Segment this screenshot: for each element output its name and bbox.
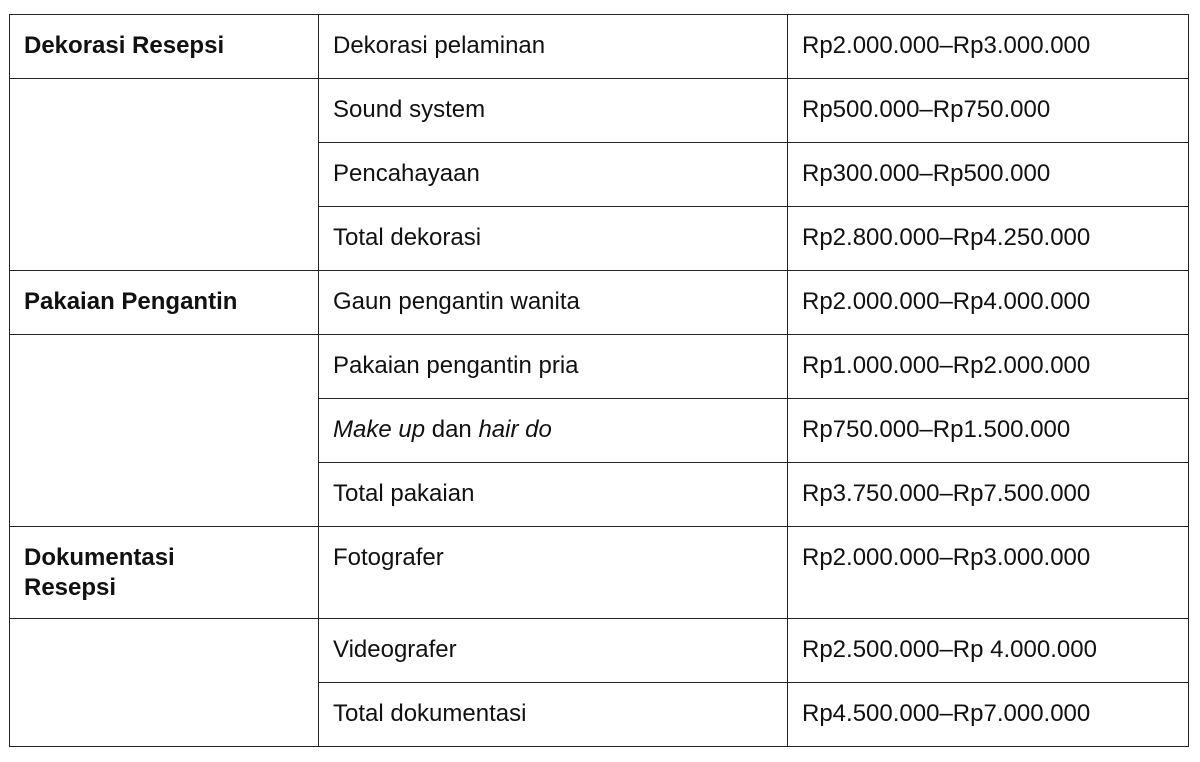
item-price: Rp2.500.000–Rp 4.000.000 — [788, 619, 1189, 683]
empty-category-cell — [10, 619, 319, 747]
budget-table — [9, 14, 1189, 747]
table-row — [10, 619, 1189, 683]
item-price: Rp2.000.000–Rp3.000.000 — [788, 527, 1189, 619]
table-row — [10, 271, 1189, 335]
item-price: Rp750.000–Rp1.500.000 — [788, 399, 1189, 463]
item-price: Rp300.000–Rp500.000 — [788, 143, 1189, 207]
category-cell: Dekorasi Resepsi — [10, 15, 319, 79]
item-name — [319, 399, 788, 463]
item-name-italic: hair do — [478, 416, 552, 443]
empty-category-cell — [10, 335, 319, 527]
item-price: Rp1.000.000–Rp2.000.000 — [788, 335, 1189, 399]
item-name: Pencahayaan — [319, 143, 788, 207]
item-name: Gaun pengantin wanita — [319, 271, 788, 335]
item-name: Videografer — [319, 619, 788, 683]
item-price: Rp3.750.000–Rp7.500.000 — [788, 463, 1189, 527]
item-name: Dekorasi pelaminan — [319, 15, 788, 79]
item-price: Rp4.500.000–Rp7.000.000 — [788, 683, 1189, 747]
item-name: Total pakaian — [319, 463, 788, 527]
category-cell: Dokumentasi Resepsi — [10, 527, 319, 619]
table-row — [10, 527, 1189, 619]
category-cell: Pakaian Pengantin — [10, 271, 319, 335]
item-price: Rp500.000–Rp750.000 — [788, 79, 1189, 143]
item-name: Fotografer — [319, 527, 788, 619]
item-name: Pakaian pengantin pria — [319, 335, 788, 399]
table-row — [10, 79, 1189, 143]
item-name-text: dan — [425, 416, 479, 443]
item-price: Rp2.800.000–Rp4.250.000 — [788, 207, 1189, 271]
item-name: Total dekorasi — [319, 207, 788, 271]
table-row — [10, 335, 1189, 399]
item-price: Rp2.000.000–Rp3.000.000 — [788, 15, 1189, 79]
item-name: Total dokumentasi — [319, 683, 788, 747]
empty-category-cell — [10, 79, 319, 271]
item-name-italic: Make up — [333, 416, 426, 443]
item-price: Rp2.000.000–Rp4.000.000 — [788, 271, 1189, 335]
item-name: Sound system — [319, 79, 788, 143]
table-row — [10, 15, 1189, 79]
